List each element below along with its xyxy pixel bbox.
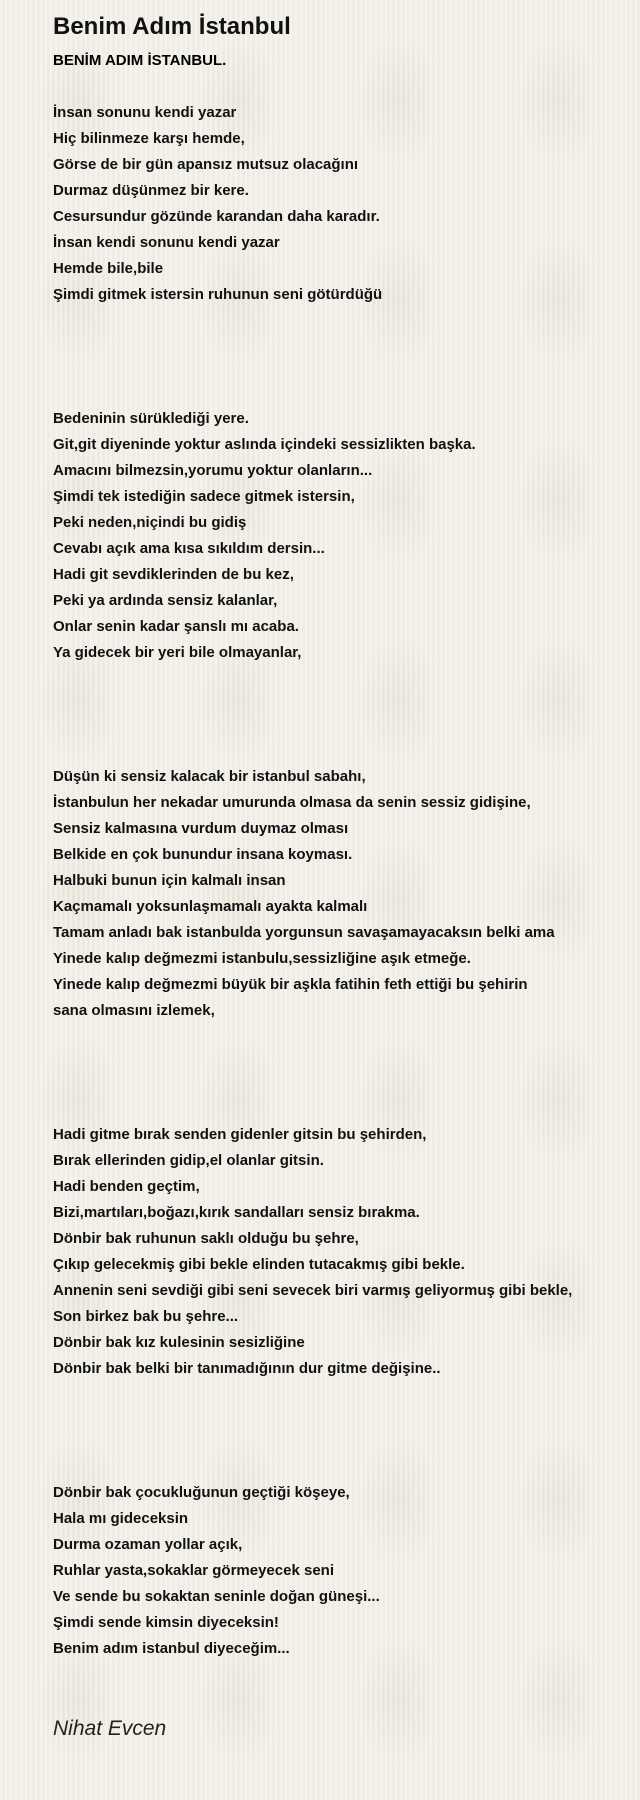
poem-line: sana olmasını izlemek, xyxy=(53,1002,215,1019)
poem-line: Cevabı açık ama kısa sıkıldım dersin... xyxy=(53,540,325,557)
poem-line: İstanbulun her nekadar umurunda olmasa da senin sessiz gidişine, xyxy=(53,794,531,811)
poem-line: İnsan sonunu kendi yazar xyxy=(53,104,237,121)
poem-line: Benim adım istanbul diyeceğim... xyxy=(53,1640,290,1657)
poem-line: Git,git diyeninde yoktur aslında içindeki sessizlikten başka. xyxy=(53,436,476,453)
poem-line: Dönbir bak belki bir tanımadığının dur gitme değişine.. xyxy=(53,1360,441,1377)
stanza-spacer xyxy=(53,74,640,100)
poem-line: Yinede kalıp değmezmi istanbulu,sessizliğine aşık etmeğe. xyxy=(53,950,471,967)
poem-line: Cesursundur gözünde karandan daha karadır. xyxy=(53,208,380,225)
poem-line: Hadi git sevdiklerinden de bu kez, xyxy=(53,566,294,583)
poem-stanza xyxy=(53,100,640,308)
stanza-spacer xyxy=(53,308,640,406)
stanza-spacer xyxy=(53,1024,640,1122)
poem-line: Ve sende bu sokaktan seninle doğan güneşi... xyxy=(53,1588,380,1605)
poem-line: Durmaz düşünmez bir kere. xyxy=(53,182,249,199)
poem-line: Yinede kalıp değmezmi büyük bir aşkla fatihin feth ettiği bu şehirin xyxy=(53,976,528,993)
poem-stanza xyxy=(53,406,640,666)
poem-line: Hala mı gideceksin xyxy=(53,1510,189,1527)
poem-line: Çıkıp gelecekmiş gibi bekle elinden tutacakmış gibi bekle. xyxy=(53,1256,465,1273)
poem-line: Annenin seni sevdiği gibi seni sevecek biri varmış geliyormuş gibi bekle, xyxy=(53,1282,573,1299)
poem-line: Düşün ki sensiz kalacak bir istanbul sabahı, xyxy=(53,768,366,785)
author-name: Nihat Evcen xyxy=(53,1717,167,1740)
poem-line: Amacını bilmezsin,yorumu yoktur olanların... xyxy=(53,462,373,479)
poem-line: Dönbir bak ruhunun saklı olduğu bu şehre, xyxy=(53,1230,359,1247)
poem-line: Son birkez bak bu şehre... xyxy=(53,1308,239,1325)
poem-subtitle: BENİM ADIM İSTANBUL. xyxy=(53,52,227,69)
poem-line: Hadi gitme bırak senden gidenler gitsin bu şehirden, xyxy=(53,1126,427,1143)
poem-line: Görse de bir gün apansız mutsuz olacağını xyxy=(53,156,359,173)
poem-line: Kaçmamalı yoksunlaşmamalı ayakta kalmalı xyxy=(53,898,368,915)
poem-line: Bırak ellerinden gidip,el olanlar gitsin. xyxy=(53,1152,324,1169)
poem-stanza xyxy=(53,1122,640,1382)
poem-stanza xyxy=(53,764,640,1024)
poem-line: Bedeninin sürüklediği yere. xyxy=(53,410,249,427)
poem-body xyxy=(53,100,640,1662)
signature-spacer xyxy=(53,1662,640,1714)
poem-line: İnsan kendi sonunu kendi yazar xyxy=(53,234,280,251)
poem-line: Belkide en çok bunundur insana koyması. xyxy=(53,846,353,863)
poem-title: Benim Adım İstanbul xyxy=(53,13,291,40)
poem-line: Sensiz kalmasına vurdum duymaz olması xyxy=(53,820,349,837)
poem-line: Peki ya ardında sensiz kalanlar, xyxy=(53,592,278,609)
poem-line: Ya gidecek bir yeri bile olmayanlar, xyxy=(53,644,302,661)
poem-stanza xyxy=(53,1480,640,1662)
poem-line: Şimdi tek istediğin sadece gitmek istersin, xyxy=(53,488,355,505)
stanza-spacer xyxy=(53,666,640,764)
poem-line: Halbuki bunun için kalmalı insan xyxy=(53,872,286,889)
poem-line: Şimdi sende kimsin diyeceksin! xyxy=(53,1614,279,1631)
poem-line: Şimdi gitmek istersin ruhunun seni götürdüğü xyxy=(53,286,383,303)
poem-line: Hiç bilinmeze karşı hemde, xyxy=(53,130,245,147)
poem-line: Onlar senin kadar şanslı mı acaba. xyxy=(53,618,299,635)
poem-line: Peki neden,niçindi bu gidiş xyxy=(53,514,247,531)
poem-line: Hemde bile,bile xyxy=(53,260,164,277)
stanza-spacer xyxy=(53,1382,640,1480)
poem-line: Bizi,martıları,boğazı,kırık sandalları sensiz bırakma. xyxy=(53,1204,420,1221)
poem-line: Tamam anladı bak istanbulda yorgunsun savaşamayacaksın belki ama xyxy=(53,924,555,941)
poem-line: Dönbir bak çocukluğunun geçtiği köşeye, xyxy=(53,1484,350,1501)
poem-line: Ruhlar yasta,sokaklar görmeyecek seni xyxy=(53,1562,334,1579)
poem-line: Durma ozaman yollar açık, xyxy=(53,1536,243,1553)
poem-line: Hadi benden geçtim, xyxy=(53,1178,200,1195)
poem-line: Dönbir bak kız kulesinin sesizliğine xyxy=(53,1334,305,1351)
